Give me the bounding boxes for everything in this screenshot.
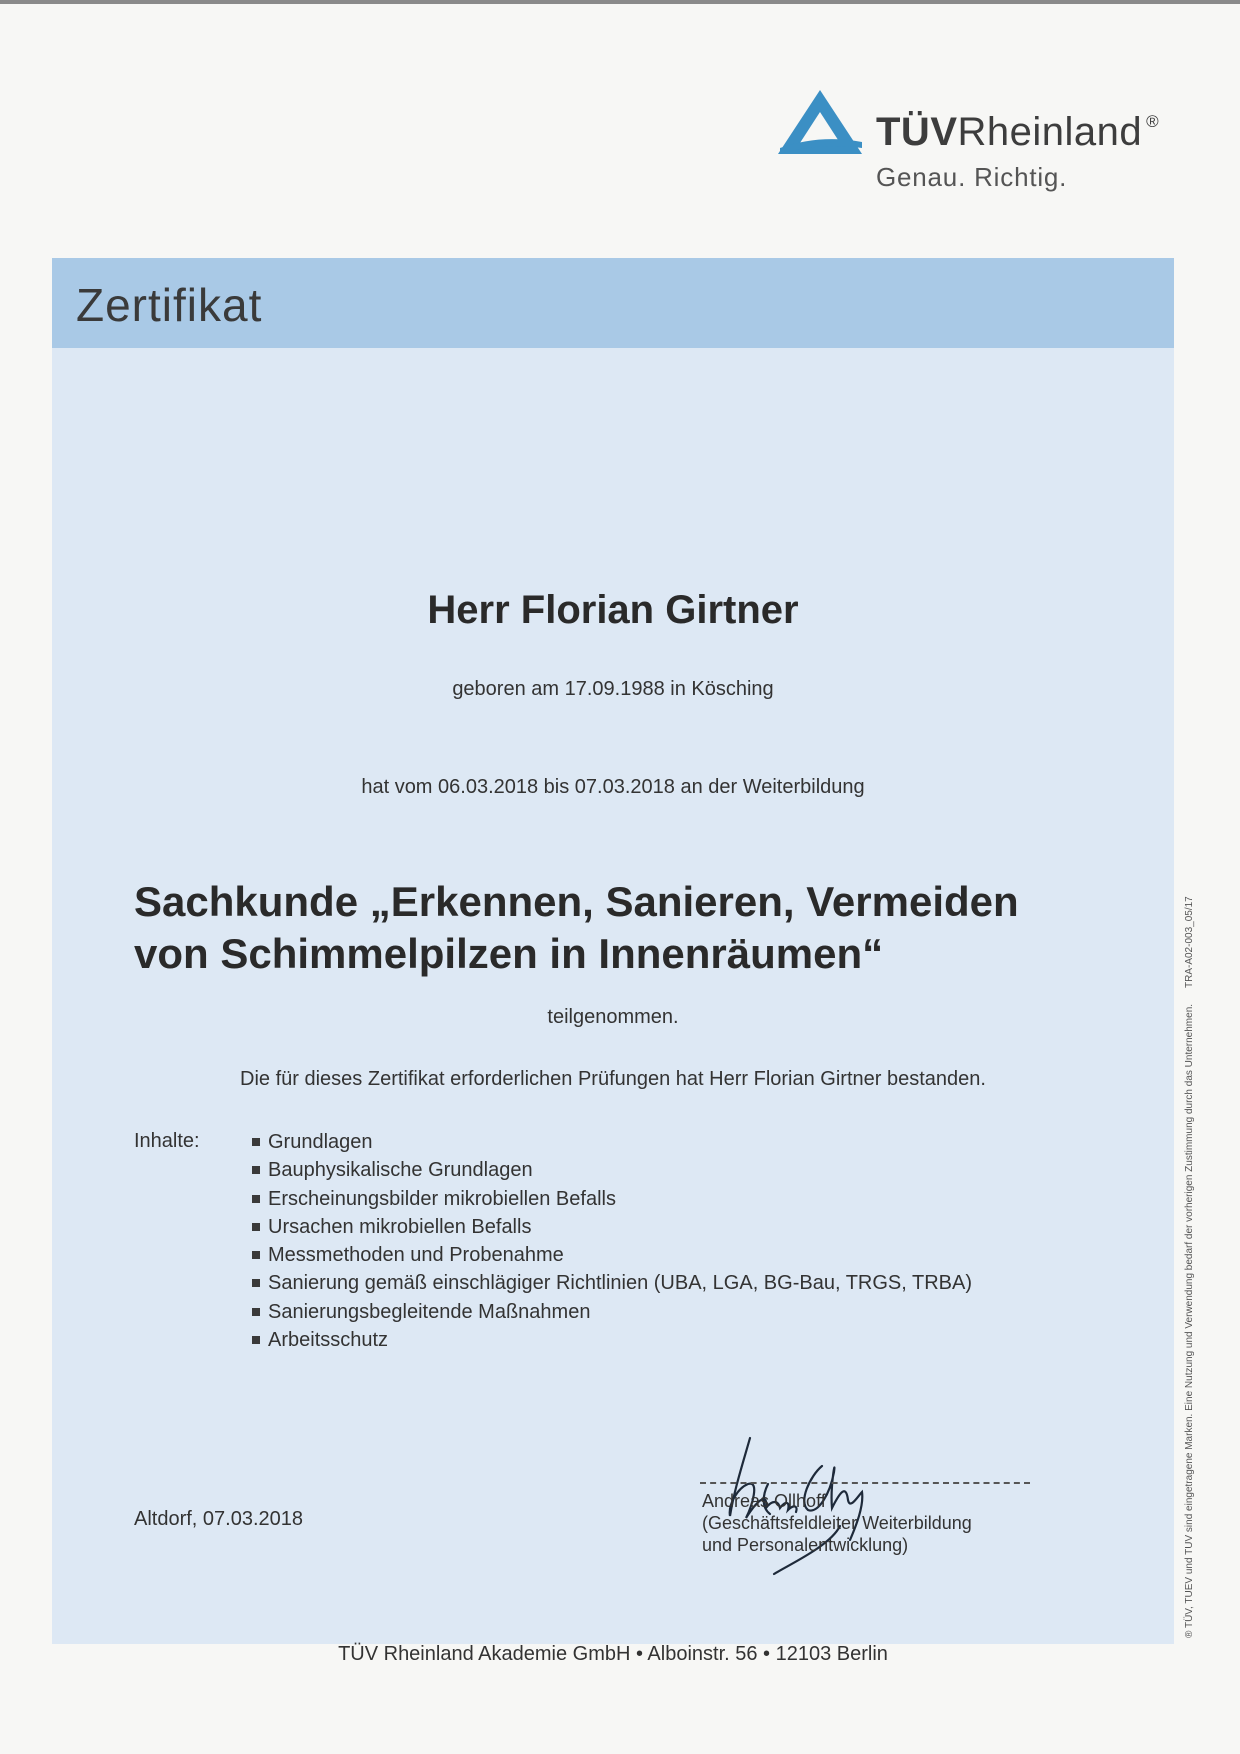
participated-text: teilgenommen. (547, 1006, 679, 1028)
certificate-title: Zertifikat (76, 279, 263, 331)
birth-info: geboren am 17.09.1988 in Kösching (452, 678, 774, 700)
list-item: Sanierung gemäß einschlägiger Richtlinien (UBA, LGA, BG-Bau, TRGS, TRBA) (252, 1269, 972, 1297)
course-title (134, 876, 1134, 980)
course-title-line-1: Sachkunde „Erkennen, Sanieren, Vermeiden (134, 878, 1019, 925)
logo-brand: TÜVRheinland ® (876, 110, 1160, 154)
form-code: TRA-A02-003_05/17 (1184, 896, 1195, 988)
list-item: Grundlagen (252, 1128, 972, 1156)
side-legal-note (1184, 798, 1195, 1638)
list-item: Sanierungsbegleitende Maßnahmen (252, 1298, 972, 1326)
exam-statement: Die für dieses Zertifikat erforderlichen Prüfungen hat Herr Florian Girtner bestanden. (240, 1068, 986, 1090)
signer-name: Andreas Ollhoff (702, 1491, 826, 1511)
list-item: Arbeitsschutz (252, 1326, 972, 1354)
training-period: hat vom 06.03.2018 bis 07.03.2018 an der Weiterbildung (361, 776, 865, 798)
contents-label: Inhalte: (134, 1130, 200, 1152)
tuv-triangle-icon (774, 88, 866, 160)
list-item: Ursachen mikrobiellen Befalls (252, 1213, 972, 1241)
list-item: Erscheinungsbilder mikrobiellen Befalls (252, 1185, 972, 1213)
logo-claim: Genau. Richtig. (876, 162, 1068, 192)
contents-list (252, 1128, 972, 1354)
legal-text: ® TÜV, TUEV und TUV sind eingetragene Marken. Eine Nutzung und Verwendung bedarf der vorherigen Zustimmung durch das Unternehmen. (1184, 1003, 1195, 1638)
list-item: Bauphysikalische Grundlagen (252, 1156, 972, 1184)
recipient-name: Herr Florian Girtner (427, 588, 799, 632)
footer-address: TÜV Rheinland Akademie GmbH • Alboinstr. 56 • 12103 Berlin (338, 1643, 888, 1665)
place-date: Altdorf, 07.03.2018 (134, 1508, 304, 1530)
tuv-logo (774, 88, 1194, 198)
signer-role-2: und Personalentwicklung) (702, 1535, 909, 1555)
course-title-line-2: von Schimmelpilzen in Innenräumen“ (134, 930, 884, 977)
top-border (0, 0, 1240, 4)
signer-role: (Geschäftsfeldleiter Weiterbildung (702, 1513, 972, 1533)
signature-line (700, 1482, 1030, 1484)
signer-block (702, 1490, 972, 1556)
list-item: Messmethoden und Probenahme (252, 1241, 972, 1269)
